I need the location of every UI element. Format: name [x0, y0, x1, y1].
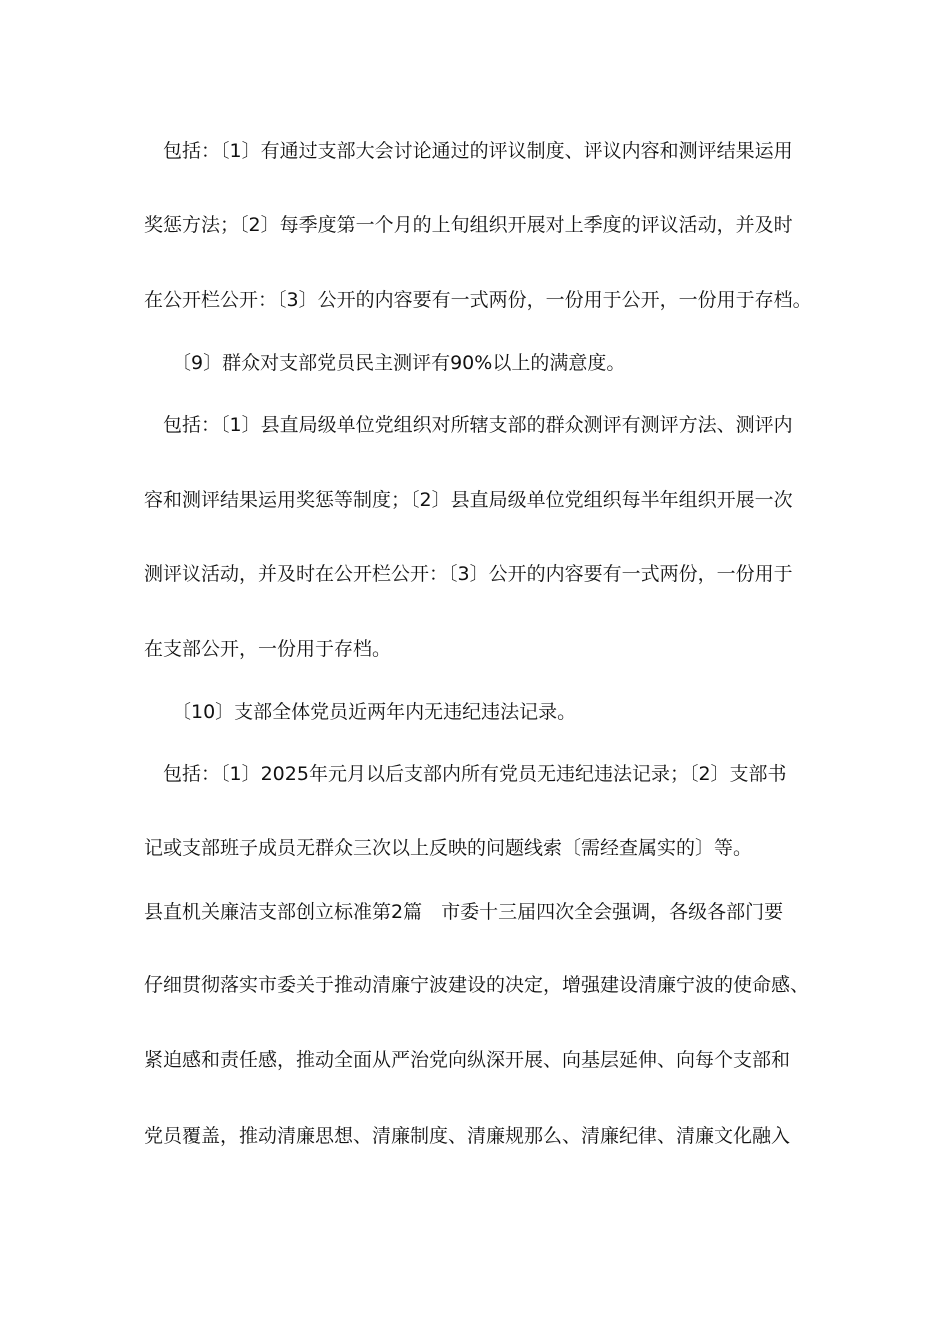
paragraph-line: 包括：〔1〕2025年元月以后支部内所有党员无违纪违法记录；〔2〕支部书 — [163, 763, 787, 785]
paragraph-line: 奖惩方法；〔2〕每季度第一个月的上旬组织开展对上季度的评议活动，并及时 — [144, 214, 793, 236]
paragraph-line: 测评议活动，并及时在公开栏公开：〔3〕公开的内容要有一式两份，一份用于 — [144, 563, 793, 585]
paragraph-line: 在公开栏公开：〔3〕公开的内容要有一式两份，一份用于公开，一份用于存档。 — [144, 289, 812, 311]
paragraph-line: 党员覆盖，推动清廉思想、清廉制度、清廉规那么、清廉纪律、清廉文化融入 — [144, 1125, 791, 1147]
paragraph-line: 在支部公开，一份用于存档。 — [144, 638, 392, 660]
chapter-title-line: 县直机关廉洁支部创立标准第2篇 市委十三届四次全会强调，各级各部门要 — [144, 901, 784, 923]
paragraph-line: 紧迫感和责任感，推动全面从严治党向纵深开展、向基层延伸、向每个支部和 — [144, 1049, 791, 1071]
paragraph-line: 记或支部班子成员无群众三次以上反映的问题线索〔需经查属实的〕等。 — [144, 837, 753, 859]
paragraph-line: 包括：〔1〕县直局级单位党组织对所辖支部的群众测评有测评方法、测评内 — [163, 414, 793, 436]
paragraph-line: 仔细贯彻落实市委关于推动清廉宁波建设的决定，增强建设清廉宁波的使命感、 — [144, 974, 810, 996]
paragraph-line: 包括：〔1〕有通过支部大会讨论通过的评议制度、评议内容和测评结果运用 — [163, 140, 793, 162]
section-heading: 〔10〕支部全体党员近两年内无违纪违法记录。 — [172, 701, 577, 723]
section-heading: 〔9〕群众对支部党员民主测评有90%以上的满意度。 — [172, 352, 626, 374]
paragraph-line: 容和测评结果运用奖惩等制度；〔2〕县直局级单位党组织每半年组织开展一次 — [144, 489, 793, 511]
